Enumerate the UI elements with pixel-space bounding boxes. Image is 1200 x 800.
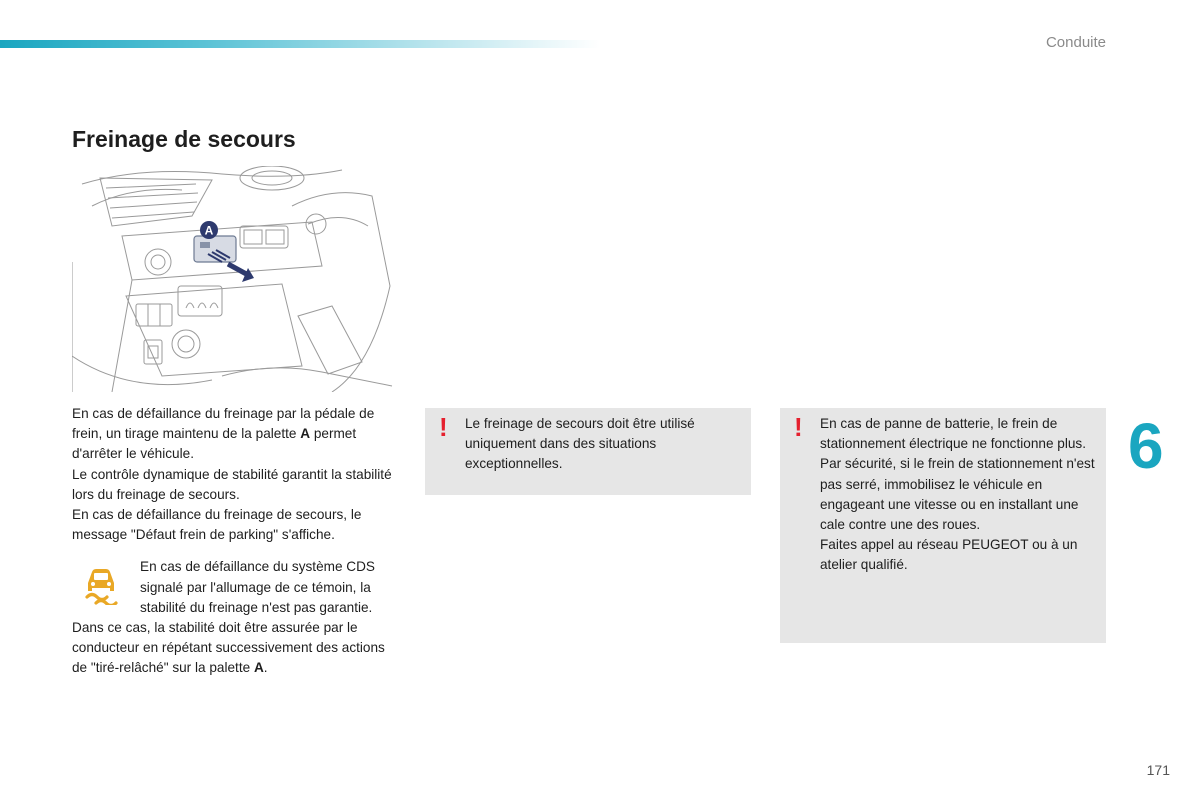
page-number: 171 — [1146, 762, 1170, 778]
stability-control-warning-icon — [80, 563, 122, 605]
header-accent-bar — [0, 40, 600, 48]
cds-warning-note — [72, 557, 398, 618]
paragraph-3: En cas de défaillance du freinage de secours, le message "Défaut frein de parking" s'affiche. — [72, 507, 362, 543]
palette-marker-label: A — [204, 223, 214, 238]
page-title: Freinage de secours — [72, 126, 296, 152]
cds-warning-text: En cas de défaillance du système CDS signalé par l'allumage de ce témoin, la stabilité du freinage n'est pas garantie. — [140, 559, 375, 615]
section-label: Conduite — [1045, 34, 1106, 51]
alert-icon: ! — [439, 412, 448, 442]
paragraph-1: En cas de défaillance du freinage par la pédale de frein, un tirage maintenu de la palette A permet d'arrêter le véhicule. — [72, 406, 375, 462]
alert-line-3: Faites appel au réseau PEUGEOT ou à un atelier qualifié. — [820, 537, 1078, 573]
paragraph-4: Dans ce cas, la stabilité doit être assurée par le conducteur en répétant successivement des actions de "tiré-relâché" sur la palette A. — [72, 620, 385, 676]
alert-box-battery-failure — [780, 408, 1106, 643]
alert-icon: ! — [794, 412, 803, 442]
alert-box-emergency-use — [425, 408, 751, 495]
main-text-column — [72, 404, 398, 679]
palette-ref: A — [253, 660, 264, 676]
alert-line-2: Par sécurité, si le frein de stationnement n'est pas serré, immobilisez le véhicule en engageant une vitesse ou en installant une cale contre une des roues. — [820, 456, 1095, 533]
palette-ref: A — [300, 426, 311, 442]
console-illustration — [72, 166, 398, 392]
alert-line-1: En cas de panne de batterie, le frein de stationnement électrique ne fonctionne plus. — [820, 416, 1087, 452]
alert-text: Le freinage de secours doit être utilisé uniquement dans des situations exceptionnelles. — [465, 416, 695, 472]
paragraph-2: Le contrôle dynamique de stabilité garantit la stabilité lors du freinage de secours. — [72, 466, 392, 502]
chapter-number: 6 — [1128, 410, 1164, 482]
